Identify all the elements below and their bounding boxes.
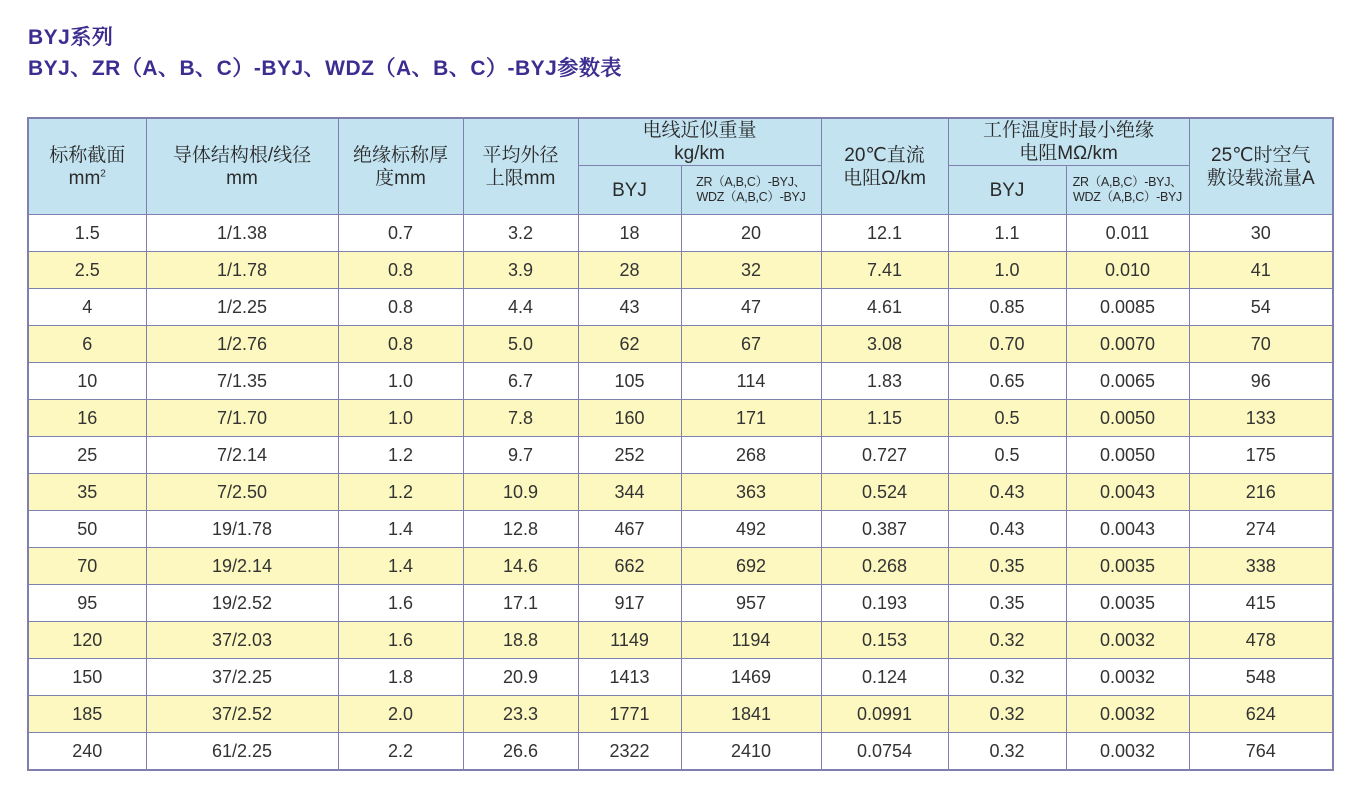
table-cell: 14.6: [463, 548, 578, 585]
table-cell: 2410: [681, 733, 821, 771]
table-cell: 1.6: [338, 585, 463, 622]
table-cell: 61/2.25: [146, 733, 338, 771]
col-header-conductor-structure: 导体结构根/线径 mm: [146, 118, 338, 215]
table-cell: 0.524: [821, 474, 948, 511]
table-cell: 19/2.52: [146, 585, 338, 622]
table-cell: 1/2.76: [146, 326, 338, 363]
table-cell: 0.0991: [821, 696, 948, 733]
table-cell: 4.4: [463, 289, 578, 326]
table-cell: 28: [578, 252, 681, 289]
table-cell: 1/1.38: [146, 215, 338, 252]
table-cell: 32: [681, 252, 821, 289]
table-cell: 1.4: [338, 511, 463, 548]
table-cell: 150: [28, 659, 146, 696]
table-cell: 43: [578, 289, 681, 326]
table-cell: 30: [1189, 215, 1333, 252]
table-cell: 17.1: [463, 585, 578, 622]
table-cell: 0.193: [821, 585, 948, 622]
table-cell: 133: [1189, 400, 1333, 437]
subcol-header-weight-zr-wdz: ZR（A,B,C）-BYJ、 WDZ（A,B,C）-BYJ: [681, 166, 821, 215]
subcol-header-weight-byj: BYJ: [578, 166, 681, 215]
table-cell: 0.7: [338, 215, 463, 252]
table-cell: 1.83: [821, 363, 948, 400]
table-cell: 114: [681, 363, 821, 400]
table-cell: 268: [681, 437, 821, 474]
table-cell: 47: [681, 289, 821, 326]
table-cell: 0.387: [821, 511, 948, 548]
table-cell: 0.268: [821, 548, 948, 585]
table-cell: 0.0085: [1066, 289, 1189, 326]
table-row: [28, 659, 1333, 696]
table-row: [28, 400, 1333, 437]
col-header-insulation-thickness: 绝缘标称厚 度mm: [338, 118, 463, 215]
table-cell: 1.1: [948, 215, 1066, 252]
table-cell: 274: [1189, 511, 1333, 548]
table-cell: 0.5: [948, 437, 1066, 474]
table-cell: 7/2.50: [146, 474, 338, 511]
table-cell: 175: [1189, 437, 1333, 474]
table-cell: 0.5: [948, 400, 1066, 437]
table-cell: 41: [1189, 252, 1333, 289]
table-row: [28, 696, 1333, 733]
table-cell: 1194: [681, 622, 821, 659]
table-cell: 1.4: [338, 548, 463, 585]
table-cell: 9.7: [463, 437, 578, 474]
table-cell: 1771: [578, 696, 681, 733]
table-cell: 548: [1189, 659, 1333, 696]
subcol-header-resistance-zr-wdz: ZR（A,B,C）-BYJ、 WDZ（A,B,C）-BYJ: [1066, 166, 1189, 215]
table-cell: 62: [578, 326, 681, 363]
table-cell: 492: [681, 511, 821, 548]
table-cell: 1.2: [338, 474, 463, 511]
table-cell: 0.0050: [1066, 437, 1189, 474]
table-row: [28, 548, 1333, 585]
table-cell: 415: [1189, 585, 1333, 622]
table-row: [28, 252, 1333, 289]
table-cell: 4.61: [821, 289, 948, 326]
table-cell: 12.8: [463, 511, 578, 548]
table-cell: 70: [28, 548, 146, 585]
table-cell: 2322: [578, 733, 681, 771]
table-cell: 10: [28, 363, 146, 400]
table-row: [28, 289, 1333, 326]
table-cell: 6.7: [463, 363, 578, 400]
table-cell: 18.8: [463, 622, 578, 659]
table-cell: 0.0032: [1066, 659, 1189, 696]
table-cell: 0.0035: [1066, 585, 1189, 622]
table-row: [28, 437, 1333, 474]
table-cell: 764: [1189, 733, 1333, 771]
table-cell: 2.2: [338, 733, 463, 771]
table-cell: 1.6: [338, 622, 463, 659]
col-header-outer-diameter: 平均外径 上限mm: [463, 118, 578, 215]
table-cell: 5.0: [463, 326, 578, 363]
table-cell: 185: [28, 696, 146, 733]
table-cell: 0.0032: [1066, 696, 1189, 733]
table-cell: 0.124: [821, 659, 948, 696]
table-cell: 0.70: [948, 326, 1066, 363]
group-header-approx-weight: 电线近似重量 kg/km: [578, 118, 821, 166]
table-cell: 0.0065: [1066, 363, 1189, 400]
table-cell: 1/2.25: [146, 289, 338, 326]
table-cell: 240: [28, 733, 146, 771]
page-title: [28, 22, 622, 84]
col-header-nominal-section-unit: $mm^2$: [68, 167, 106, 189]
col-header-ampacity: 25℃时空气 敷设载流量A: [1189, 118, 1333, 215]
table-cell: 0.011: [1066, 215, 1189, 252]
table-cell: 20: [681, 215, 821, 252]
table-cell: 1.0: [338, 363, 463, 400]
table-row: [28, 585, 1333, 622]
table-cell: 0.0070: [1066, 326, 1189, 363]
table-cell: 3.08: [821, 326, 948, 363]
table-cell: 252: [578, 437, 681, 474]
table-cell: 37/2.52: [146, 696, 338, 733]
table-cell: 0.727: [821, 437, 948, 474]
table-cell: 1.0: [338, 400, 463, 437]
table-cell: 7/1.35: [146, 363, 338, 400]
table-cell: 0.65: [948, 363, 1066, 400]
table-cell: 1.5: [28, 215, 146, 252]
table-cell: 0.32: [948, 696, 1066, 733]
page-title-line2: BYJ、ZR（A、B、C）-BYJ、WDZ（A、B、C）-BYJ参数表: [28, 57, 622, 80]
table-cell: 692: [681, 548, 821, 585]
table-cell: 50: [28, 511, 146, 548]
table-cell: 344: [578, 474, 681, 511]
table-cell: 6: [28, 326, 146, 363]
table-cell: 1469: [681, 659, 821, 696]
table-cell: 7/1.70: [146, 400, 338, 437]
table-cell: 2.0: [338, 696, 463, 733]
table-cell: 18: [578, 215, 681, 252]
table-cell: 0.010: [1066, 252, 1189, 289]
table-cell: 96: [1189, 363, 1333, 400]
table-cell: 0.35: [948, 585, 1066, 622]
table-cell: 1.0: [948, 252, 1066, 289]
table-cell: 0.0032: [1066, 733, 1189, 771]
table-cell: 37/2.03: [146, 622, 338, 659]
superscript-2: 2: [100, 168, 106, 180]
table-cell: 1149: [578, 622, 681, 659]
table-cell: 0.35: [948, 548, 1066, 585]
table-cell: 957: [681, 585, 821, 622]
table-cell: 0.0043: [1066, 511, 1189, 548]
table-cell: 19/1.78: [146, 511, 338, 548]
table-cell: 662: [578, 548, 681, 585]
table-cell: 0.8: [338, 289, 463, 326]
table-cell: 35: [28, 474, 146, 511]
table-cell: 19/2.14: [146, 548, 338, 585]
table-cell: 0.32: [948, 622, 1066, 659]
table-cell: 0.153: [821, 622, 948, 659]
table-row: [28, 622, 1333, 659]
table-cell: 7.8: [463, 400, 578, 437]
table-row: [28, 363, 1333, 400]
table-row: [28, 733, 1333, 771]
parameters-table: [27, 117, 1334, 771]
table-row: [28, 474, 1333, 511]
table-cell: 0.0035: [1066, 548, 1189, 585]
table-cell: 216: [1189, 474, 1333, 511]
table-cell: 338: [1189, 548, 1333, 585]
table-cell: 7/2.14: [146, 437, 338, 474]
table-cell: 4: [28, 289, 146, 326]
table-cell: 1/1.78: [146, 252, 338, 289]
table-body: [28, 215, 1333, 771]
col-header-nominal-section-line1: 标称截面: [49, 144, 126, 166]
table-cell: 0.0043: [1066, 474, 1189, 511]
table-cell: 105: [578, 363, 681, 400]
table-cell: 160: [578, 400, 681, 437]
table-cell: 0.43: [948, 474, 1066, 511]
table-cell: 624: [1189, 696, 1333, 733]
table-cell: 0.0032: [1066, 622, 1189, 659]
table-cell: 20.9: [463, 659, 578, 696]
table-cell: 54: [1189, 289, 1333, 326]
table-cell: 467: [578, 511, 681, 548]
table-cell: 3.9: [463, 252, 578, 289]
page-title-line1: BYJ系列: [28, 26, 114, 49]
table-cell: 7.41: [821, 252, 948, 289]
group-header-min-insulation-resistance: 工作温度时最小绝缘 电阻MΩ/km: [948, 118, 1189, 166]
table-cell: 37/2.25: [146, 659, 338, 696]
table-cell: 0.0050: [1066, 400, 1189, 437]
table-cell: 363: [681, 474, 821, 511]
table-cell: 0.32: [948, 659, 1066, 696]
table-cell: 70: [1189, 326, 1333, 363]
col-header-dc-resistance: 20℃直流 电阻Ω/km: [821, 118, 948, 215]
table-cell: 478: [1189, 622, 1333, 659]
table-cell: 26.6: [463, 733, 578, 771]
table-cell: 16: [28, 400, 146, 437]
subcol-header-resistance-byj: BYJ: [948, 166, 1066, 215]
table-cell: 12.1: [821, 215, 948, 252]
table-cell: 1413: [578, 659, 681, 696]
table-cell: 1.2: [338, 437, 463, 474]
table-cell: 917: [578, 585, 681, 622]
table-cell: 2.5: [28, 252, 146, 289]
table-cell: 23.3: [463, 696, 578, 733]
table-cell: 0.85: [948, 289, 1066, 326]
table-cell: 0.43: [948, 511, 1066, 548]
table-cell: 1.15: [821, 400, 948, 437]
table-row: [28, 326, 1333, 363]
table-cell: 0.8: [338, 326, 463, 363]
table-cell: 120: [28, 622, 146, 659]
table-cell: 3.2: [463, 215, 578, 252]
table-cell: 1.8: [338, 659, 463, 696]
table-cell: 25: [28, 437, 146, 474]
table-cell: 0.8: [338, 252, 463, 289]
table-cell: 95: [28, 585, 146, 622]
table-row: [28, 511, 1333, 548]
col-header-nominal-section: [28, 118, 146, 215]
table-cell: 1841: [681, 696, 821, 733]
table-cell: 0.0754: [821, 733, 948, 771]
table-cell: 67: [681, 326, 821, 363]
table-row: [28, 215, 1333, 252]
table-cell: 0.32: [948, 733, 1066, 771]
table-cell: 171: [681, 400, 821, 437]
table-cell: 10.9: [463, 474, 578, 511]
